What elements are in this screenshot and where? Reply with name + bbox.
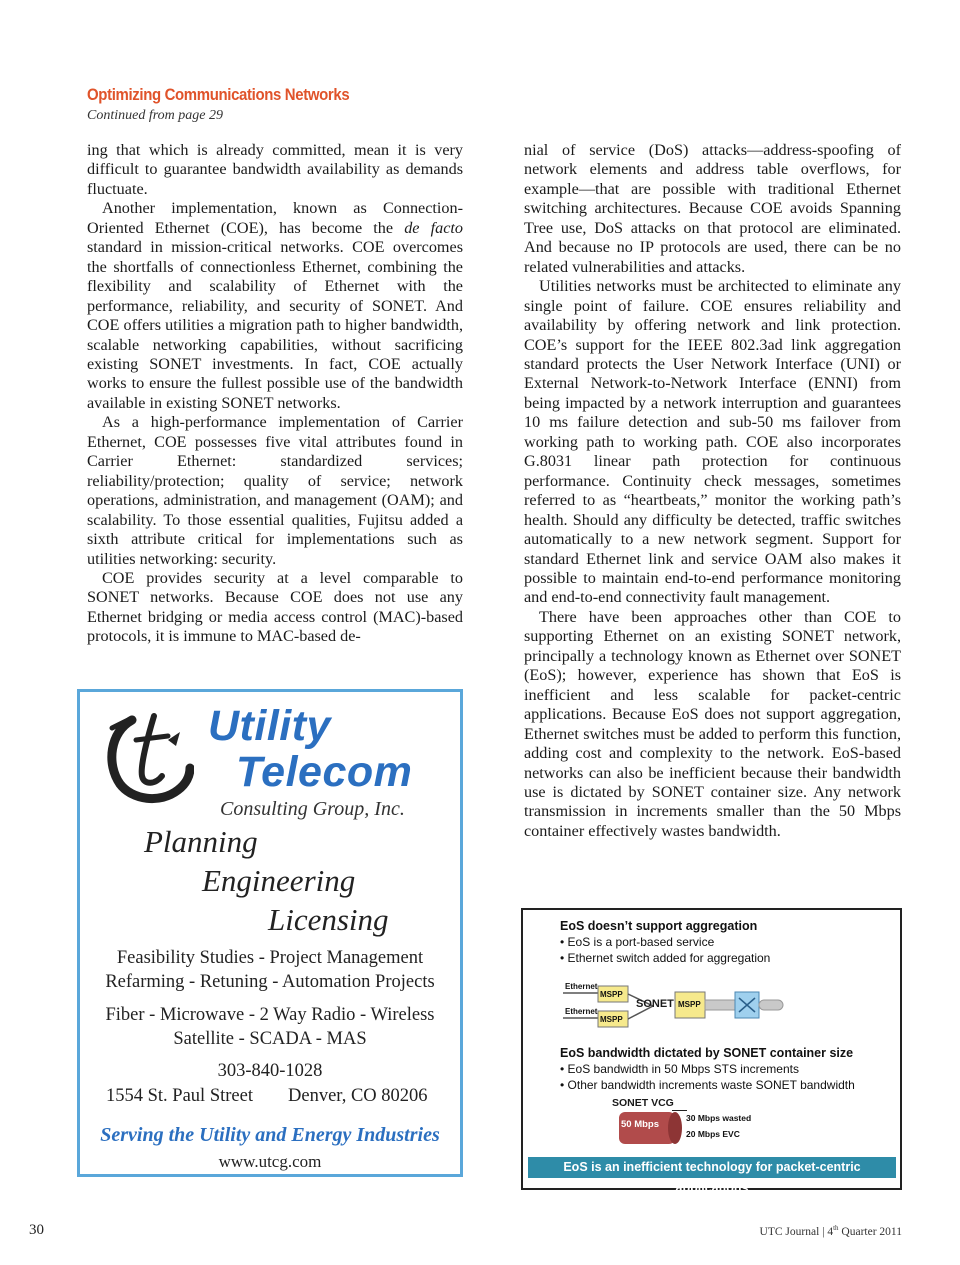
ad-phone: 303-840-1028 [217, 1061, 323, 1081]
paragraph: There have been approaches other than COE to supporting Ethernet on an existing SONET network, principally a technology known as Ethernet over SONET (EoS); however, experience has shown that EoS is inefficient and less scalable for packet-centric applications. Because EoS does not support aggregation, Ethernet switches must be added to perform this function, adding cost and complexity to the network. EoS-based networks can also be inefficient because their bandwidth use is dictated by SONET container size. Any network transmission in increments smaller than the 50 Mbps container effectively wastes bandwidth. [524, 607, 901, 840]
company-name: Consulting Group, Inc. [220, 798, 405, 820]
diagram-heading: EoS bandwidth dictated by SONET container size [560, 1046, 854, 1060]
evc-label: 20 Mbps EVC [686, 1129, 740, 1139]
diagram-bullet: • Other bandwidth increments waste SONET bandwidth [560, 1078, 855, 1092]
paragraph: nial of service (DoS) attacks—address-spoofing of network elements and address table overflows, for example—that are possible with traditional Ethernet switching architectures. Because COE avoids Spanning Tree use, DoS attacks on that protocol are eliminated. And because no IP protocols are used, there can be no related vulnerabilities and attacks. [524, 141, 901, 276]
ad-line: Fiber - Microwave - 2 Way Radio - Wireless [105, 1005, 435, 1025]
container-label: 50 Mbps [621, 1119, 660, 1130]
ad-street: 1554 St. Paul Street [106, 1086, 253, 1106]
ad-line: Refarming - Retuning - Automation Projects [105, 972, 435, 992]
ad-website: www.utcg.com [218, 1152, 322, 1171]
service-engineering: Engineering [202, 863, 356, 898]
paragraph: ing that which is already committed, mean it is very difficult to guarantee bandwidth availability as demands fluctuate. [87, 141, 463, 198]
network-graphic [563, 978, 793, 1040]
ethernet-label: Ethernet [565, 982, 598, 991]
sonet-vcg-label: SONET VCG [612, 1097, 674, 1109]
ad-city: Denver, CO 80206 [288, 1086, 428, 1106]
utcg-logo-icon [102, 706, 194, 806]
ethernet-label: Ethernet [565, 1007, 598, 1016]
sonet-label: SONET [636, 998, 674, 1010]
wasted-pointer [672, 1110, 687, 1111]
diagram-bullet: • EoS bandwidth in 50 Mbps STS increments [560, 1062, 799, 1076]
service-planning: Planning [144, 824, 258, 859]
eos-diagram [521, 908, 902, 1195]
page-number: 30 [29, 1222, 44, 1238]
diagram-bullet: • EoS is a port-based service [560, 935, 715, 949]
ad-slogan: Serving the Utility and Energy Industries [100, 1124, 440, 1146]
ad-line: Satellite - SCADA - MAS [173, 1029, 367, 1049]
article-column-right [524, 141, 901, 841]
ad-line: Feasibility Studies - Project Management [116, 948, 424, 968]
service-licensing: Licensing [268, 902, 389, 937]
paragraph: As a high-performance implementation of Carrier Ethernet, COE possesses five vital attributes found in Carrier Ethernet: standardized services; reliability/protection; quality of service; network operations, administration, and management (OAM); and scalability. To those essential qualities, Fujitsu added a sixth attribute critical for implementations such as utilities networking: security. [87, 413, 463, 568]
paragraph: Utilities networks must be architected to eliminate any single point of failure. COE ensures reliability and availability by offering network and link protection. COE’s support for the IEEE 802.3ad link aggregation standard protects the User Network Interface (UNI) or External Network-to-Network Interface (ENNI) from being impacted by a network interruption and guarantees 10 ms failure detection and sub-50 ms failover from working path to working path. COE also incorporates G.8031 linear path protection for continuous performance. Continuity check messages, sometimes referred to as “heartbeats,” monitor the working path’s health. Should any difficulty be detected, traffic switches automatically to a new network segment. Support for standard Ethernet link and service OAM also makes it possible to maintain end-to-end performance monitoring and end-to-end connectivity fault management. [524, 277, 901, 607]
diagram-heading: EoS doesn’t support aggregation [560, 919, 758, 933]
brand-name-utility: Utility [208, 702, 331, 750]
paragraph: COE provides security at a level comparable to SONET networks. Because COE does not use any Ethernet bridging or media access control (MAC)-based protocols, it is immune to MAC-based de- [87, 568, 463, 646]
section-title: Optimizing Communications Networks [87, 85, 350, 104]
continued-note: Continued from page 29 [87, 108, 223, 123]
brand-name-telecom: Telecom [236, 748, 413, 796]
sonet-pipe [705, 1000, 735, 1010]
diagram-footer: EoS is an inefficient technology for packet-centric applications [528, 1157, 896, 1178]
utility-telecom-advertisement [77, 689, 463, 1177]
wasted-label: 30 Mbps wasted [686, 1113, 752, 1123]
mspp-label: MSPP [678, 1000, 701, 1009]
paragraph: Another implementation, known as Connection-Oriented Ethernet (COE), has become the de facto standard in mission-critical networks. COE overcomes the shortfalls of connectionless Ethernet, combining the flexibility and scalability of Ethernet with the performance, reliability, and security of SONET. And COE offers utilities a migration path to higher bandwidth, scalable networking capabilities, without sacrificing existing SONET investments. In fact, COE actually works to ensure the fullest possible use of the bandwidth available in existing SONET networks. [87, 199, 463, 412]
mspp-label: MSPP [600, 990, 623, 999]
journal-footer: UTC Journal | 4th Quarter 2011 [759, 1224, 902, 1238]
mspp-label: MSPP [600, 1015, 623, 1024]
diagram-bullet: • Ethernet switch added for aggregation [560, 951, 771, 965]
article-column-left [87, 141, 463, 647]
